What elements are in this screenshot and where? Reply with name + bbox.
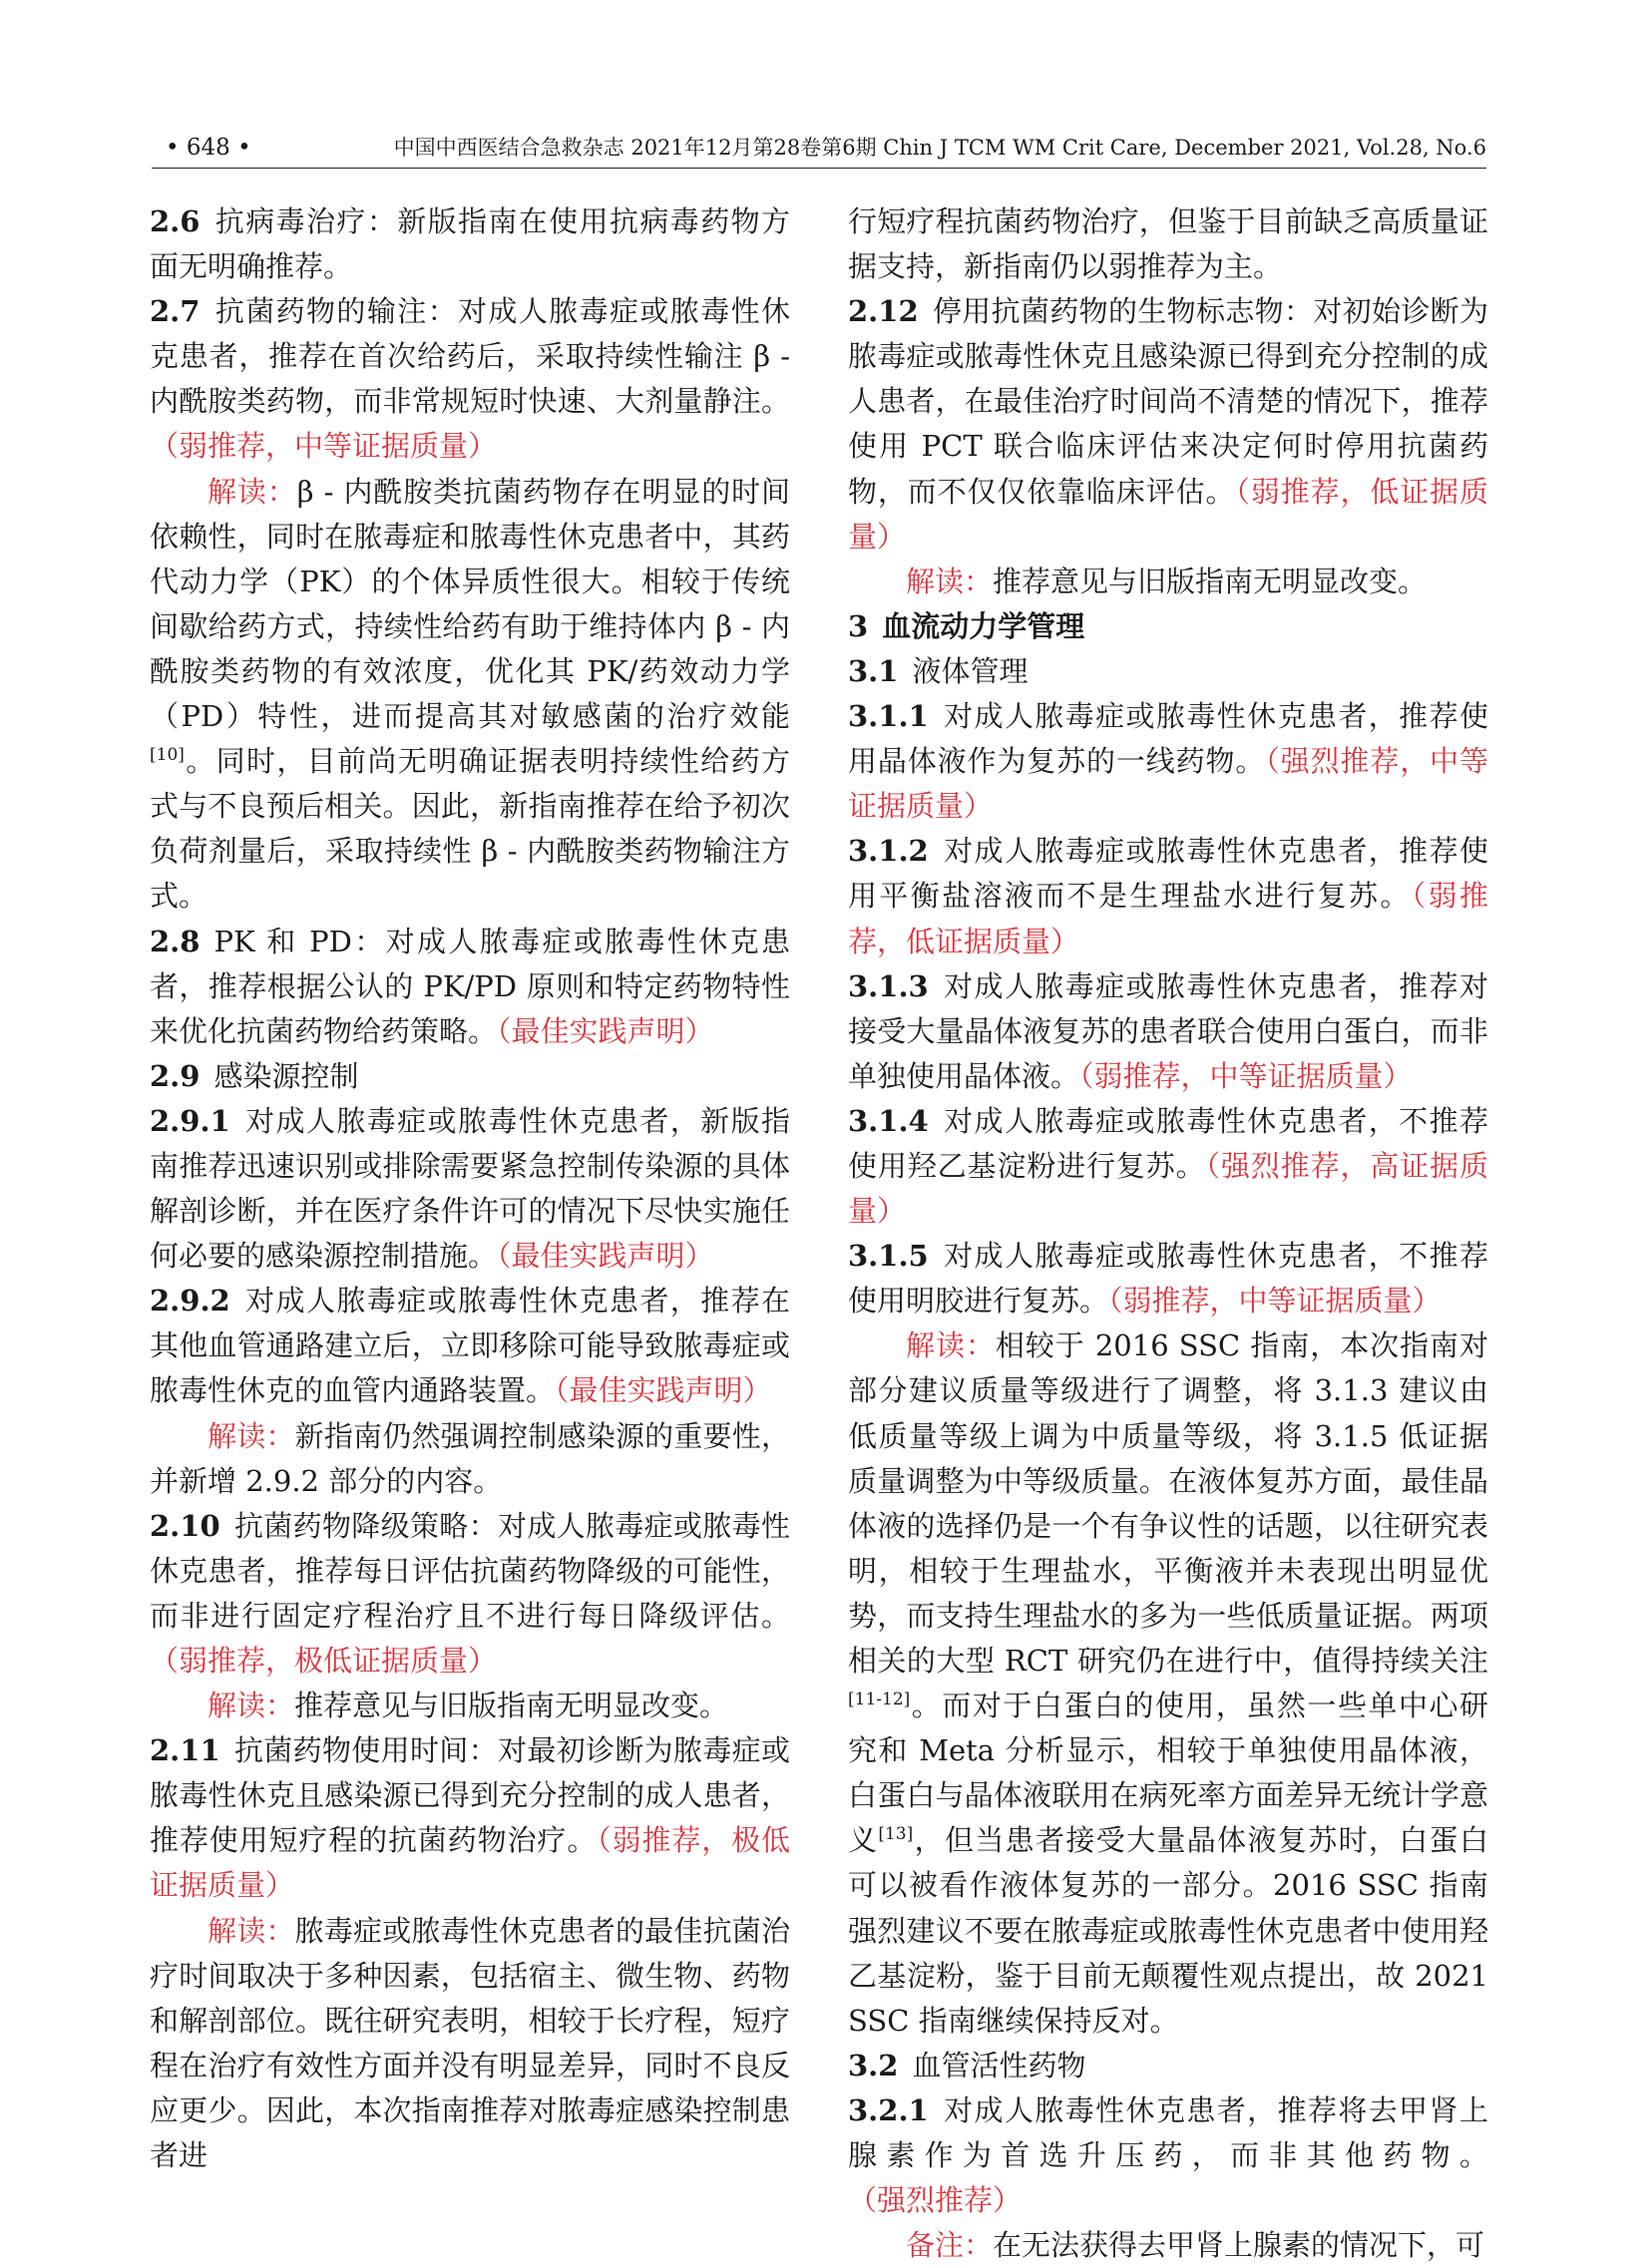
recommendation-grade: （最佳实践声明） (555, 1373, 772, 1408)
section-2-11: 2.11 抗菌药物使用时间：对最初诊断为脓毒症或脓毒性休克且感染源已得到充分控制的成人患者，推荐使用短疗程的抗菌药物治疗。（弱推荐，极低证据质量） (150, 1733, 790, 1903)
recommendation-grade: （强烈推荐） (848, 2183, 1023, 2218)
interpretation-2-10: 解读：推荐意见与旧版指南无明显改变。 (207, 1689, 729, 1723)
recommendation-grade: （强烈推荐，高证据质量） (848, 1148, 1488, 1229)
section-3-1-2: 3.1.2 对成人脓毒症或脓毒性休克患者，推荐使用平衡盐溶液而不是生理盐水进行复苏。（弱推荐，低证据质量） (848, 834, 1488, 958)
interpretation-label: 解读： (207, 1913, 295, 1948)
recommendation-grade: （最佳实践声明） (497, 1013, 714, 1048)
interpretation-2-11: 解读：脓毒症或脓毒性休克患者的最佳抗菌治疗时间取决于多种因素，包括宿主、微生物、药物和解剖部位。既往研究表明，相较于长疗程，短疗程在治疗有效性方面并没有明显差异，同时不良反应更少。因此，本次指南推荐对脓毒症感染控制患者进 (150, 1913, 790, 2173)
note-3-2-1: 备注：在无法获得去甲肾上腺素的情况下，可 (906, 2228, 1485, 2263)
recommendation-grade: （弱推荐，低证据质量） (848, 879, 1488, 958)
section-3-1-5: 3.1.5 对成人脓毒症或脓毒性休克患者，不推荐使用明胶进行复苏。（弱推荐，中等证据质量） (848, 1239, 1488, 1319)
section-2-12: 2.12 停用抗菌药物的生物标志物：对初始诊断为脓毒症或脓毒性休克且感染源已得到充分控制的成人患者，在最佳治疗时间尚不清楚的情况下，推荐使用 PCT 联合临床评估来决定何时停用抗菌药物，而不仅仅依靠临床评估。（弱推荐，低证据质量） (848, 294, 1488, 554)
heading-3-2: 3.2 血管活性药物 (848, 2048, 1086, 2082)
recommendation-grade: （弱推荐，极低证据质量） (150, 1644, 498, 1678)
section-2-9-2: 2.9.2 对成人脓毒症或脓毒性休克患者，推荐在其他血管通路建立后，立即移除可能导致脓毒症或脓毒性休克的血管内通路装置。（最佳实践声明） (150, 1284, 790, 1408)
heading-2-9: 2.9 感染源控制 (150, 1058, 359, 1093)
recommendation-grade: （弱推荐，中等证据质量） (150, 429, 498, 464)
section-2-7: 2.7 抗菌药物的输注：对成人脓毒症或脓毒性休克患者，推荐在首次给药后，采取持续性输注 β - 内酰胺类药物，而非常规短时快速、大剂量静注。（弱推荐，中等证据质量） (150, 294, 790, 464)
recommendation-grade: （弱推荐，极低证据质量） (150, 1823, 790, 1903)
interpretation-label: 解读： (207, 1418, 295, 1453)
heading-3-1: 3.1 液体管理 (848, 653, 1029, 688)
interpretation-label: 解读： (906, 564, 994, 598)
recommendation-grade: （弱推荐，中等证据质量） (1079, 1058, 1413, 1093)
citation-ref: [10] (150, 745, 185, 766)
section-3-1-4: 3.1.4 对成人脓毒症或脓毒性休克患者，不推荐使用羟乙基淀粉进行复苏。（强烈推荐，高证据质量） (848, 1103, 1488, 1229)
section-2-6: 2.6 抗病毒治疗：新版指南在使用抗病毒药物方面无明确推荐。 (150, 204, 790, 284)
interpretation-2-11-continued: 行短疗程抗菌药物治疗，但鉴于目前缺乏高质量证据支持，新指南仍以弱推荐为主。 (848, 204, 1488, 284)
interpretation-2-12: 解读：推荐意见与旧版指南无明显改变。 (906, 564, 1428, 598)
journal-citation: 中国中西医结合急救杂志 2021年12月第28卷第6期 Chin J TCM WM Crit Care, December 2021, Vol.28, No.6 (393, 136, 1486, 160)
running-header (152, 128, 1486, 169)
interpretation-2-9: 解读：新指南仍然强调控制感染源的重要性，并新增 2.9.2 部分的内容。 (150, 1418, 790, 1498)
interpretation-label: 解读： (906, 1328, 996, 1363)
heading-3: 3 血流动力学管理 (848, 608, 1085, 643)
section-3-1-1: 3.1.1 对成人脓毒症或脓毒性休克患者，推荐使用晶体液作为复苏的一线药物。（强烈推荐，中等证据质量） (848, 699, 1488, 824)
recommendation-grade: （最佳实践声明） (497, 1239, 714, 1274)
section-3-2-1: 3.2.1 对成人脓毒性休克患者，推荐将去甲肾上腺素作为首选升压药，而非其他药物。（强烈推荐） (848, 2092, 1488, 2218)
page-number: • 648 • (166, 135, 251, 161)
recommendation-grade: （弱推荐，低证据质量） (848, 474, 1488, 554)
section-2-8: 2.8 PK 和 PD：对成人脓毒症或脓毒性休克患者，推荐根据公认的 PK/PD 原则和特定药物特性来优化抗菌药物给药策略。（最佳实践声明） (150, 924, 790, 1048)
right-column (848, 199, 1488, 2268)
left-column (150, 199, 790, 2178)
note-label: 备注： (906, 2228, 994, 2263)
recommendation-grade: （弱推荐，中等证据质量） (1108, 1284, 1442, 1319)
interpretation-3-1: 解读：相较于 2016 SSC 指南，本次指南对部分建议质量等级进行了调整，将 3.1.3 建议由低质量等级上调为中质量等级，将 3.1.5 低证据质量调整为中等级质量。在液体复苏方面，最佳晶体液的选择仍是一个有争议性的话题，以往研究表明，相较于生理盐水，平衡液并未表现出明显优势，而支持生理盐水的多为一些低质量证据。两项相关的大型 RCT 研究仍在进行中，值得持续关注[11-12]。而对于白蛋白的使用，虽然一些单中心研究和 Meta 分析显示，相较于单独使用晶体液，白蛋白与晶体液联用在病死率方面差异无统计学意义[13]，但当患者接受大量晶体液复苏时，白蛋白可以被看作液体复苏的一部分。2016 SSC 指南强烈建议不要在脓毒症或脓毒性休克患者中使用羟乙基淀粉，鉴于目前无颠覆性观点提出，故 2021 SSC 指南继续保持反对。 (848, 1328, 1488, 2038)
section-2-9-1: 2.9.1 对成人脓毒症或脓毒性休克患者，新版指南推荐迅速识别或排除需要紧急控制传染源的具体解剖诊断，并在医疗条件许可的情况下尽快实施任何必要的感染源控制措施。（最佳实践声明） (150, 1103, 790, 1274)
section-2-10: 2.10 抗菌药物降级策略：对成人脓毒症或脓毒性休克患者，推荐每日评估抗菌药物降级的可能性，而非进行固定疗程治疗且不进行每日降级评估。（弱推荐，极低证据质量） (150, 1508, 790, 1678)
citation-ref: [11-12] (848, 1690, 911, 1710)
interpretation-2-7: 解读：β - 内酰胺类抗菌药物存在明显的时间依赖性，同时在脓毒症和脓毒性休克患者中，其药代动力学（PK）的个体异质性很大。相较于传统间歇给药方式，持续性给药有助于维持体内 β - 内酰胺类药物的有效浓度，优化其 PK/药效动力学（PD）特性，进而提高其对敏感菌的治疗效能[10]。同时，目前尚无明确证据表明持续性给药方式与不良预后相关。因此，新指南推荐在给予初次负荷剂量后，采取持续性 β - 内酰胺类药物输注方式。 (150, 474, 790, 914)
citation-ref: [13] (878, 1824, 914, 1845)
interpretation-label: 解读： (207, 474, 297, 509)
recommendation-grade: （强烈推荐，中等证据质量） (848, 744, 1488, 824)
section-3-1-3: 3.1.3 对成人脓毒症或脓毒性休克患者，推荐对接受大量晶体液复苏的患者联合使用白蛋白，而非单独使用晶体液。（弱推荐，中等证据质量） (848, 968, 1488, 1093)
interpretation-label: 解读： (207, 1689, 295, 1723)
